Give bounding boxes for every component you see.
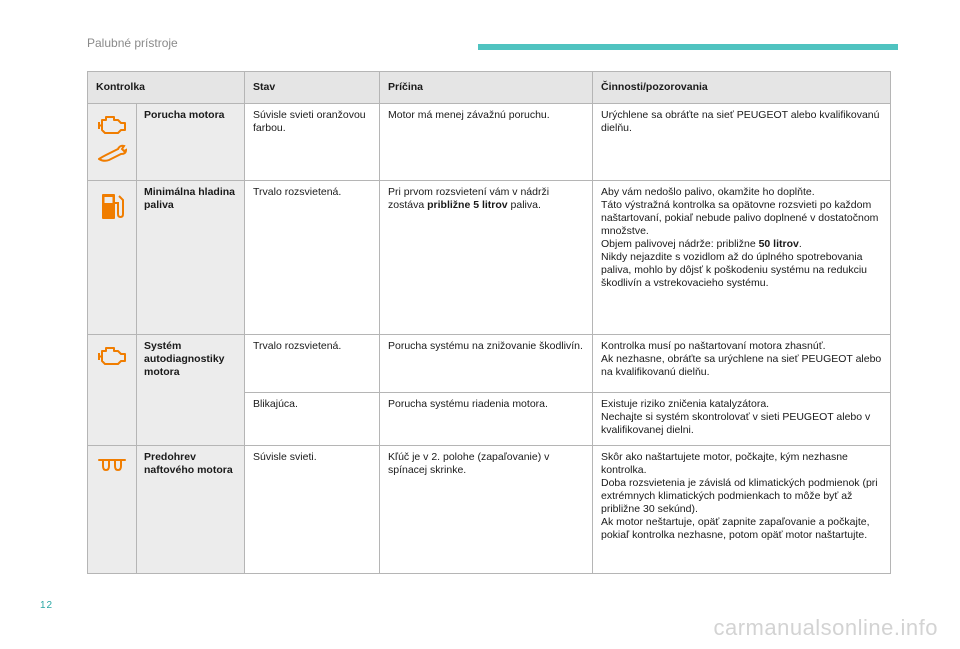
icon-cell xyxy=(88,446,137,574)
warning-name: Systém autodiagnostiky motora xyxy=(137,335,245,446)
cause-text: Pri prvom rozsvietení vám v nádrži zostáva xyxy=(388,186,550,211)
action-cell xyxy=(593,446,891,574)
engine-warning-icon xyxy=(96,114,128,136)
tank-capacity-label: Objem palivovej nádrže: približne xyxy=(601,238,759,250)
action-text: Urýchlene sa obráťte na sieť PEUGEOT alebo kvalifikovanú dielňu. xyxy=(593,104,891,181)
warning-name: Predohrev naftového motora xyxy=(137,446,245,574)
cause-text: Porucha systému na znižovanie škodlivín. xyxy=(380,335,593,393)
page-header-title: Palubné prístroje xyxy=(87,36,178,50)
icon-cell xyxy=(88,104,137,181)
state-text: Trvalo rozsvietená. xyxy=(245,335,380,393)
tank-capacity-value: 50 litrov xyxy=(758,238,799,250)
column-header-cinnosti: Činnosti/pozorovania xyxy=(593,72,891,104)
cause-cell xyxy=(380,181,593,335)
action-cell xyxy=(593,393,891,446)
engine-check-icon xyxy=(96,345,128,367)
header-accent-bar xyxy=(478,44,898,50)
column-header-pricina: Príčina xyxy=(380,72,593,104)
action-line: Aby vám nedošlo palivo, okamžite ho doplňte. xyxy=(601,186,815,198)
action-cell xyxy=(593,181,891,335)
state-text: Blikajúca. xyxy=(245,393,380,446)
action-line: Ak nezhasne, obráťte sa urýchlene na sieť PEUGEOT alebo na kvalifikovanú dielňu. xyxy=(601,353,882,378)
wrench-icon xyxy=(96,144,128,162)
table-row xyxy=(88,104,891,181)
action-line: Kontrolka musí po naštartovaní motora zhasnúť. xyxy=(601,340,826,352)
table-row xyxy=(88,335,891,393)
cause-text-end: paliva. xyxy=(507,199,541,211)
icon-cell xyxy=(88,335,137,446)
fuel-pump-icon xyxy=(100,191,124,221)
table-row xyxy=(88,181,891,335)
action-line: Nechajte si systém skontrolovať v sieti PEUGEOT alebo v kvalifikovanej dielni. xyxy=(601,411,871,436)
state-text: Súvisle svieti oranžovou farbou. xyxy=(245,104,380,181)
glow-plug-icon xyxy=(97,456,127,474)
action-line: Nikdy nejazdite s vozidlom až do úplného spotrebovania paliva, mohlo by dôjsť k poškodeniu systému na redukciu škodlivín a vstrekovacieho systému. xyxy=(601,251,867,289)
action-line: Táto výstražná kontrolka sa opätovne rozsvieti po každom naštartovaní, pokiaľ nebude palivo doplnené v dostatočnom množstve. xyxy=(601,199,879,237)
icon-cell xyxy=(88,181,137,335)
cause-emphasis: približne 5 litrov xyxy=(427,199,508,211)
state-text: Súvisle svieti. xyxy=(245,446,380,574)
action-line xyxy=(601,238,882,251)
action-line: Skôr ako naštartujete motor, počkajte, kým nezhasne kontrolka. xyxy=(601,451,848,476)
warning-name: Porucha motora xyxy=(137,104,245,181)
action-line: Doba rozsvietenia je závislá od klimatických podmienok (pri extrémnych klimatických podmienkach to môže byť až približne 30 sekúnd). xyxy=(601,477,878,515)
action-line: Existuje riziko zničenia katalyzátora. xyxy=(601,398,770,410)
table-header-row xyxy=(88,72,891,104)
column-header-kontrolka: Kontrolka xyxy=(88,72,245,104)
action-cell xyxy=(593,335,891,393)
warning-lights-table xyxy=(87,71,891,574)
cause-text: Kľúč je v 2. polohe (zapaľovanie) v spínacej skrinke. xyxy=(380,446,593,574)
cause-text: Motor má menej závažnú poruchu. xyxy=(380,104,593,181)
warning-name: Minimálna hladina paliva xyxy=(137,181,245,335)
action-line: Ak motor neštartuje, opäť zapnite zapaľovanie a počkajte, pokiaľ kontrolka nezhasne, potom opäť motor naštartujte. xyxy=(601,516,870,541)
watermark: carmanualsonline.info xyxy=(713,615,938,640)
table-row xyxy=(88,446,891,574)
cause-text: Porucha systému riadenia motora. xyxy=(380,393,593,446)
tank-capacity-end: . xyxy=(798,238,802,250)
state-text: Trvalo rozsvietená. xyxy=(245,181,380,335)
column-header-stav: Stav xyxy=(245,72,380,104)
page-number: 12 xyxy=(40,600,54,611)
